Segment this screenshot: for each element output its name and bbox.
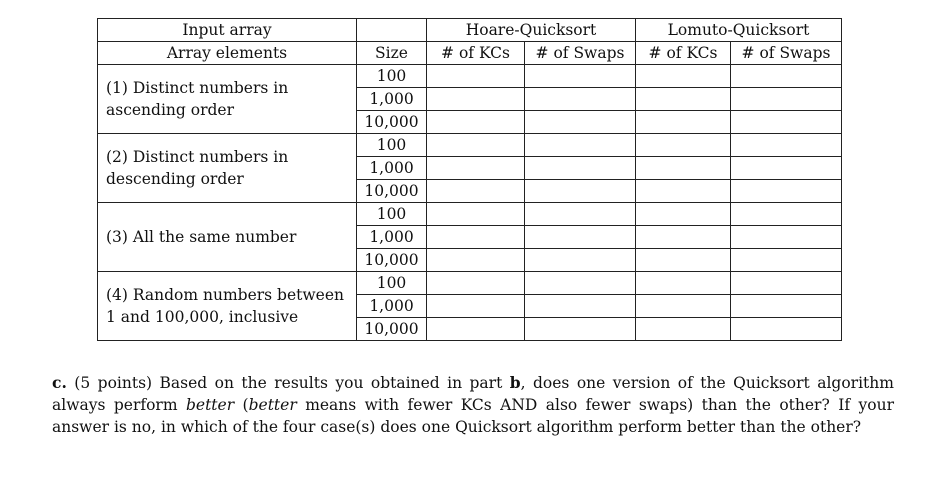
case-1-label: (1) Distinct numbers in ascending order [98,65,357,134]
hoare-swaps-cell[interactable] [525,65,636,88]
lomuto-kcs-cell[interactable] [636,318,731,341]
hoare-kcs-cell[interactable] [427,180,525,203]
size-cell: 10,000 [357,249,427,272]
size-cell: 10,000 [357,318,427,341]
lomuto-kcs-cell[interactable] [636,180,731,203]
table-row [98,65,842,88]
hoare-kcs-cell[interactable] [427,88,525,111]
hoare-swaps-cell[interactable] [525,203,636,226]
hoare-kcs-cell[interactable] [427,272,525,295]
hoare-kcs-cell[interactable] [427,134,525,157]
lomuto-kcs-cell[interactable] [636,203,731,226]
lomuto-swaps-cell[interactable] [731,65,842,88]
lomuto-kcs-cell[interactable] [636,272,731,295]
size-cell: 1,000 [357,295,427,318]
question-points: (5 points) Based on the results you obtained in part [74,374,503,392]
lomuto-swaps-cell[interactable] [731,249,842,272]
header-row-1 [98,19,842,42]
hoare-swaps-cell[interactable] [525,295,636,318]
lomuto-swaps-cell[interactable] [731,88,842,111]
lomuto-swaps-cell[interactable] [731,295,842,318]
lomuto-swaps-cell[interactable] [731,180,842,203]
header-hoare: Hoare-Quicksort [427,19,636,42]
size-cell: 100 [357,65,427,88]
size-cell: 10,000 [357,180,427,203]
lomuto-kcs-cell[interactable] [636,88,731,111]
question-text-2: ( [242,396,249,414]
hoare-kcs-cell[interactable] [427,226,525,249]
header-lomuto-kcs: # of KCs [636,42,731,65]
hoare-kcs-cell[interactable] [427,249,525,272]
hoare-swaps-cell[interactable] [525,134,636,157]
lomuto-kcs-cell[interactable] [636,295,731,318]
question-c [52,372,894,438]
lomuto-swaps-cell[interactable] [731,157,842,180]
question-text-3: means with fewer KCs AND also fewer swaps) than the other? If your answer is no, in which of the four case(s) does one Quicksort algorithm perform better than the other? [52,396,894,436]
hoare-kcs-cell[interactable] [427,203,525,226]
lomuto-kcs-cell[interactable] [636,134,731,157]
results-table [97,18,842,341]
lomuto-kcs-cell[interactable] [636,249,731,272]
hoare-kcs-cell[interactable] [427,295,525,318]
lomuto-swaps-cell[interactable] [731,203,842,226]
size-cell: 1,000 [357,157,427,180]
size-cell: 1,000 [357,88,427,111]
hoare-kcs-cell[interactable] [427,111,525,134]
lomuto-swaps-cell[interactable] [731,134,842,157]
lomuto-swaps-cell[interactable] [731,272,842,295]
table-row [98,272,842,295]
header-input-array: Input array [98,19,357,42]
hoare-swaps-cell[interactable] [525,226,636,249]
question-better-1: better [185,396,235,414]
header-hoare-swaps: # of Swaps [525,42,636,65]
question-text-1: , does one version of the Quicksort algorithm always perform [52,374,894,414]
lomuto-kcs-cell[interactable] [636,111,731,134]
question-part-ref: b [509,373,521,392]
hoare-kcs-cell[interactable] [427,157,525,180]
lomuto-kcs-cell[interactable] [636,226,731,249]
header-lomuto: Lomuto-Quicksort [636,19,842,42]
header-blank [357,19,427,42]
header-array-elements: Array elements [98,42,357,65]
header-hoare-kcs: # of KCs [427,42,525,65]
question-label: c. [52,373,67,392]
hoare-swaps-cell[interactable] [525,180,636,203]
case-2-label: (2) Distinct numbers in descending order [98,134,357,203]
hoare-swaps-cell[interactable] [525,111,636,134]
header-row-2 [98,42,842,65]
table-row [98,134,842,157]
lomuto-kcs-cell[interactable] [636,65,731,88]
size-cell: 100 [357,272,427,295]
hoare-kcs-cell[interactable] [427,65,525,88]
question-better-2: better [248,396,297,414]
hoare-swaps-cell[interactable] [525,88,636,111]
lomuto-swaps-cell[interactable] [731,226,842,249]
size-cell: 100 [357,203,427,226]
case-3-label: (3) All the same number [98,203,357,272]
size-cell: 10,000 [357,111,427,134]
hoare-swaps-cell[interactable] [525,157,636,180]
case-4-label: (4) Random numbers between 1 and 100,000, inclusive [98,272,357,341]
lomuto-kcs-cell[interactable] [636,157,731,180]
hoare-swaps-cell[interactable] [525,272,636,295]
hoare-swaps-cell[interactable] [525,318,636,341]
lomuto-swaps-cell[interactable] [731,318,842,341]
size-cell: 1,000 [357,226,427,249]
size-cell: 100 [357,134,427,157]
header-lomuto-swaps: # of Swaps [731,42,842,65]
lomuto-swaps-cell[interactable] [731,111,842,134]
hoare-swaps-cell[interactable] [525,249,636,272]
hoare-kcs-cell[interactable] [427,318,525,341]
table-row [98,203,842,226]
header-size: Size [357,42,427,65]
